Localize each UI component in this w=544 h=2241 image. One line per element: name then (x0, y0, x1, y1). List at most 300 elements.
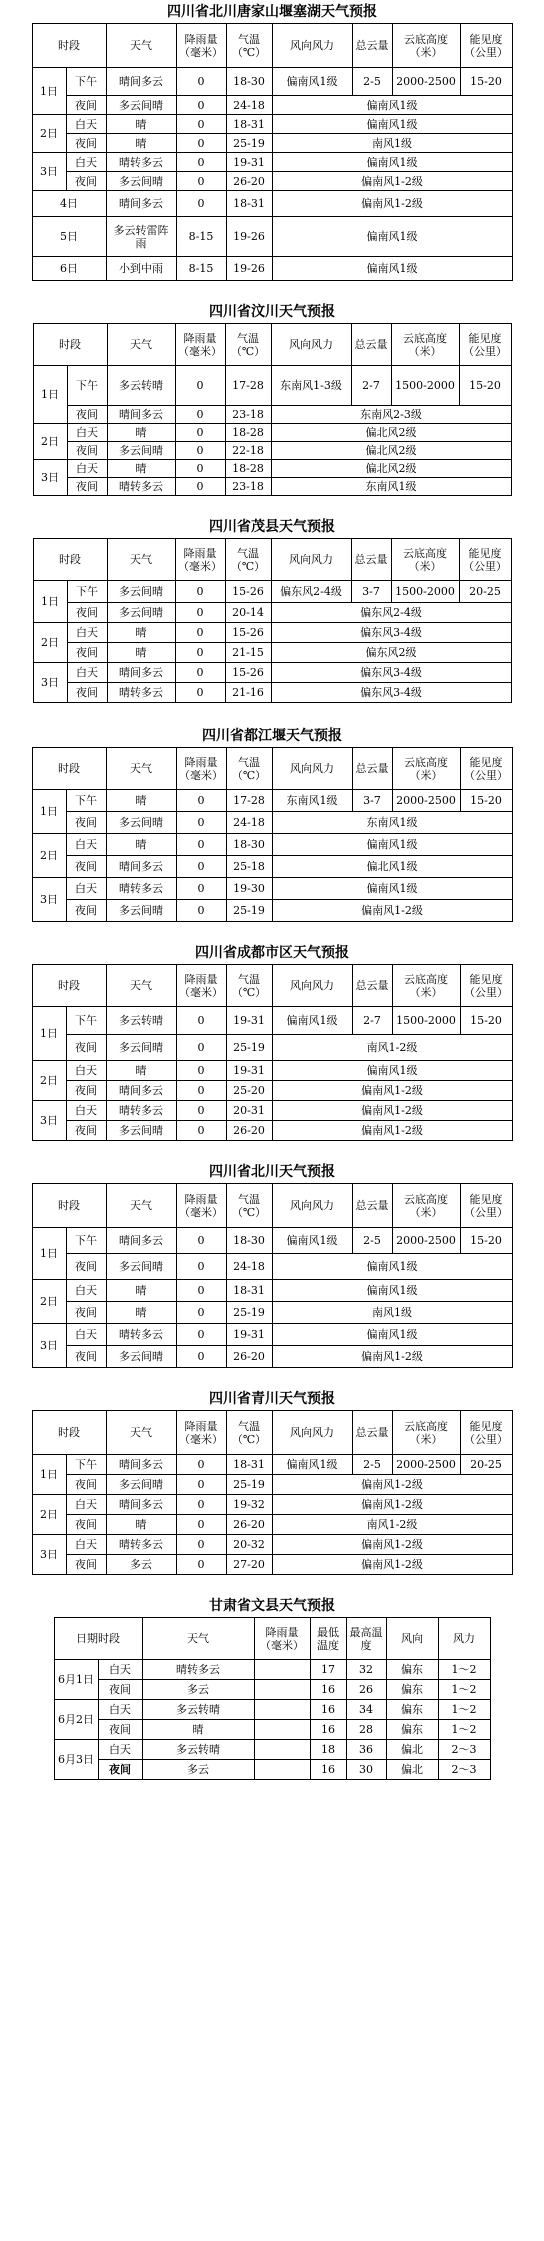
temp-cell: 19-30 (226, 878, 272, 900)
rain-cell: 0 (176, 1302, 226, 1324)
wind-cell: 偏北风1级 (272, 856, 512, 878)
table-row (32, 812, 512, 834)
cloud-cell: 2-7 (352, 1007, 392, 1035)
weather-cell: 多云 (142, 1760, 254, 1780)
table-row (33, 663, 511, 683)
header-row (32, 1184, 512, 1228)
weather-cell: 晴 (106, 1280, 176, 1302)
wind-cell: 偏南风1级 (272, 68, 352, 96)
day-cell: 2日 (33, 623, 67, 663)
cloud-height-cell: 2000-2500 (392, 1455, 460, 1475)
column-header: 能见度（公里） (460, 965, 512, 1007)
rain-cell: 0 (176, 1555, 226, 1575)
column-header: 时段 (33, 539, 107, 581)
table-row (33, 406, 511, 424)
forecast-section (0, 518, 544, 703)
day-cell: 6月1日 (54, 1660, 98, 1700)
temp-cell: 19-31 (226, 153, 272, 172)
temp-cell: 25-19 (226, 1475, 272, 1495)
wind-force-cell: 2～3 (438, 1760, 490, 1780)
column-header: 降雨量（毫米） (175, 539, 225, 581)
table-row (33, 366, 511, 406)
weather-cell: 晴间多云 (107, 663, 175, 683)
weather-cell: 多云转晴 (106, 1007, 176, 1035)
section-title: 四川省茂县天气预报 (209, 519, 335, 535)
forecast-section-gansu (0, 1597, 544, 1780)
wind-direction-cell: 偏东 (386, 1720, 438, 1740)
period-cell: 白天 (66, 1535, 106, 1555)
column-header: 云底高度（米） (392, 1411, 460, 1455)
period-cell: 夜间 (66, 1121, 106, 1141)
visibility-cell: 15-20 (460, 1007, 512, 1035)
period-cell: 下午 (66, 1228, 106, 1254)
section-title: 四川省都江堰天气预报 (202, 728, 342, 744)
visibility-cell: 20-25 (459, 581, 511, 603)
cloud-height-cell: 2000-2500 (392, 1228, 460, 1254)
wind-cell: 东南风1级 (272, 812, 512, 834)
temp-cell: 17-28 (226, 790, 272, 812)
weather-cell: 晴转多云 (106, 1324, 176, 1346)
column-header: 云底高度（米） (392, 1184, 460, 1228)
column-header: 气温（℃） (226, 24, 272, 68)
table-row (33, 581, 511, 603)
rain-cell: 0 (176, 1121, 226, 1141)
column-header: 云底高度（米） (391, 324, 459, 366)
rain-cell: 0 (176, 812, 226, 834)
table-row (54, 1760, 490, 1780)
wind-cell: 偏北风2级 (271, 424, 511, 442)
period-cell: 白天 (66, 878, 106, 900)
wind-cell: 偏南风1级 (272, 1280, 512, 1302)
wind-cell: 偏南风1级 (272, 1061, 512, 1081)
period-cell: 下午 (66, 1455, 106, 1475)
cloud-cell: 3-7 (351, 581, 391, 603)
rain-cell (254, 1660, 310, 1680)
period-cell: 夜间 (67, 478, 107, 496)
day-cell: 2日 (32, 1061, 66, 1101)
rain-cell: 0 (176, 1495, 226, 1515)
temp-cell: 23-18 (225, 406, 271, 424)
column-header: 时段 (32, 24, 106, 68)
table-row (32, 217, 512, 257)
day-cell: 3日 (33, 460, 67, 496)
period-cell: 夜间 (66, 1254, 106, 1280)
period-cell: 白天 (66, 1280, 106, 1302)
temp-cell: 18-30 (226, 834, 272, 856)
table-row (32, 1007, 512, 1035)
weather-cell: 晴 (106, 834, 176, 856)
temp-cell: 18-30 (226, 1228, 272, 1254)
column-header: 最高温度 (346, 1618, 386, 1660)
wind-cell: 偏南风1级 (272, 1254, 512, 1280)
wind-cell: 偏南风1级 (272, 1455, 352, 1475)
column-header: 风向风力 (272, 748, 352, 790)
wind-cell: 偏南风1级 (272, 217, 512, 257)
temp-cell: 24-18 (226, 812, 272, 834)
section-title: 四川省北川天气预报 (209, 1164, 335, 1180)
period-cell: 下午 (67, 366, 107, 406)
rain-cell: 8-15 (176, 217, 226, 257)
visibility-cell: 20-25 (460, 1455, 512, 1475)
column-header: 时段 (32, 965, 106, 1007)
wind-cell: 偏东风3-4级 (271, 623, 511, 643)
weather-cell: 晴转多云 (106, 153, 176, 172)
column-header: 时段 (32, 1184, 106, 1228)
rain-cell: 0 (175, 366, 225, 406)
column-header: 风向 (386, 1618, 438, 1660)
table-row (32, 191, 512, 217)
table-row (32, 153, 512, 172)
column-header: 风向风力 (271, 324, 351, 366)
weather-cell: 晴间多云 (106, 1228, 176, 1254)
rain-cell: 0 (175, 663, 225, 683)
temp-cell: 18-28 (225, 424, 271, 442)
period-cell: 夜间 (66, 96, 106, 115)
rain-cell: 8-15 (176, 257, 226, 281)
day-cell: 2日 (33, 424, 67, 460)
day-cell: 6日 (32, 257, 106, 281)
forecast-table (32, 1183, 513, 1368)
table-row (33, 478, 511, 496)
column-header: 降雨量（毫米） (176, 748, 226, 790)
temp-cell: 18-31 (226, 115, 272, 134)
column-header: 气温（℃） (226, 1184, 272, 1228)
table-row (33, 442, 511, 460)
weather-cell: 晴间多云 (106, 68, 176, 96)
rain-cell: 0 (176, 900, 226, 922)
day-cell: 1日 (32, 68, 66, 115)
wind-cell: 偏南风1级 (272, 115, 512, 134)
column-header: 降雨量（毫米） (175, 324, 225, 366)
weather-cell: 多云间晴 (107, 581, 175, 603)
day-cell: 1日 (32, 1228, 66, 1280)
forecast-section (0, 1163, 544, 1368)
high-temp-cell: 32 (346, 1660, 386, 1680)
forecast-section (0, 303, 544, 496)
cloud-cell: 2-7 (351, 366, 391, 406)
wind-cell: 偏东风3-4级 (271, 683, 511, 703)
temp-cell: 18-31 (226, 1455, 272, 1475)
day-cell: 4日 (32, 191, 106, 217)
period-cell: 夜间 (66, 1081, 106, 1101)
period-cell: 夜间 (66, 1302, 106, 1324)
rain-cell: 0 (176, 1324, 226, 1346)
column-header: 云底高度（米） (392, 965, 460, 1007)
day-cell: 6月3日 (54, 1740, 98, 1780)
weather-cell: 晴间多云 (106, 1495, 176, 1515)
temp-cell: 25-18 (226, 856, 272, 878)
column-header: 气温（℃） (225, 539, 271, 581)
temp-cell: 25-19 (226, 134, 272, 153)
temp-cell: 24-18 (226, 1254, 272, 1280)
weather-cell: 多云间晴 (106, 1346, 176, 1368)
forecast-section (0, 944, 544, 1141)
cloud-height-cell: 1500-2000 (391, 581, 459, 603)
cloud-cell: 2-5 (352, 1228, 392, 1254)
period-cell: 白天 (98, 1700, 142, 1720)
period-cell: 下午 (66, 790, 106, 812)
wind-cell: 偏南风1级 (272, 257, 512, 281)
cloud-cell: 2-5 (352, 68, 392, 96)
weather-cell: 多云转晴 (107, 366, 175, 406)
wind-cell: 偏南风1-2级 (272, 1535, 512, 1555)
rain-cell: 0 (176, 1228, 226, 1254)
header-row (32, 24, 512, 68)
period-cell: 白天 (98, 1660, 142, 1680)
forecast-table (33, 323, 512, 496)
period-cell: 白天 (66, 1324, 106, 1346)
table-row (32, 1035, 512, 1061)
column-header: 降雨量（毫米） (176, 965, 226, 1007)
column-header: 天气 (107, 539, 175, 581)
table-row (32, 1121, 512, 1141)
table-row (32, 172, 512, 191)
weather-cell: 多云 (106, 1555, 176, 1575)
temp-cell: 17-28 (225, 366, 271, 406)
column-header: 云底高度（米） (392, 748, 460, 790)
period-cell: 夜间 (66, 856, 106, 878)
column-header: 云底高度（米） (392, 24, 460, 68)
period-cell: 夜间 (66, 1515, 106, 1535)
weather-cell: 晴 (106, 790, 176, 812)
temp-cell: 15-26 (225, 663, 271, 683)
temp-cell: 19-31 (226, 1061, 272, 1081)
wind-cell: 偏南风1-2级 (272, 191, 512, 217)
wind-cell: 偏南风1-2级 (272, 1555, 512, 1575)
low-temp-cell: 16 (310, 1720, 346, 1740)
period-cell: 夜间 (67, 683, 107, 703)
temp-cell: 18-30 (226, 68, 272, 96)
wind-cell: 东南风1级 (271, 478, 511, 496)
temp-cell: 25-19 (226, 1035, 272, 1061)
wind-cell: 南风1级 (272, 134, 512, 153)
rain-cell: 0 (176, 1061, 226, 1081)
column-header: 风向风力 (272, 24, 352, 68)
column-header: 天气 (106, 965, 176, 1007)
column-header: 能见度（公里） (460, 24, 512, 68)
low-temp-cell: 16 (310, 1680, 346, 1700)
period-cell: 夜间 (66, 1555, 106, 1575)
table-row (32, 1555, 512, 1575)
weather-cell: 多云间晴 (106, 1475, 176, 1495)
weather-cell: 晴 (106, 1061, 176, 1081)
table-row (32, 1346, 512, 1368)
table-row (32, 1254, 512, 1280)
temp-cell: 27-20 (226, 1555, 272, 1575)
wind-cell: 偏南风1-2级 (272, 1475, 512, 1495)
wind-cell: 偏东风2-4级 (271, 581, 351, 603)
column-header: 风力 (438, 1618, 490, 1660)
wind-direction-cell: 偏北 (386, 1760, 438, 1780)
table-row (54, 1720, 490, 1740)
wind-force-cell: 1～2 (438, 1720, 490, 1740)
forecast-table (32, 1410, 513, 1575)
period-cell: 夜间 (67, 442, 107, 460)
column-header: 云底高度（米） (391, 539, 459, 581)
high-temp-cell: 28 (346, 1720, 386, 1740)
day-cell: 3日 (33, 663, 67, 703)
rain-cell: 0 (176, 1346, 226, 1368)
column-header: 天气 (107, 324, 175, 366)
wind-cell: 偏东风2-4级 (271, 603, 511, 623)
table-row (32, 96, 512, 115)
wind-cell: 偏南风1-2级 (272, 1081, 512, 1101)
weather-cell: 小到中雨 (106, 257, 176, 281)
wind-direction-cell: 偏东 (386, 1700, 438, 1720)
temp-cell: 18-31 (226, 191, 272, 217)
day-cell: 5日 (32, 217, 106, 257)
wind-cell: 偏南风1-2级 (272, 1495, 512, 1515)
wind-direction-cell: 偏东 (386, 1660, 438, 1680)
day-cell: 1日 (32, 790, 66, 834)
temp-cell: 25-19 (226, 1302, 272, 1324)
weather-cell: 多云间晴 (106, 900, 176, 922)
cloud-height-cell: 1500-2000 (391, 366, 459, 406)
cloud-height-cell: 2000-2500 (392, 790, 460, 812)
table-row (32, 878, 512, 900)
temp-cell: 19-26 (226, 257, 272, 281)
temp-cell: 15-26 (225, 623, 271, 643)
column-header: 天气 (142, 1618, 254, 1660)
table-row (54, 1740, 490, 1760)
rain-cell: 0 (176, 1535, 226, 1555)
low-temp-cell: 17 (310, 1660, 346, 1680)
rain-cell: 0 (176, 134, 226, 153)
wind-cell: 东南风1级 (272, 790, 352, 812)
column-header: 能见度（公里） (459, 539, 511, 581)
rain-cell: 0 (175, 581, 225, 603)
column-header: 天气 (106, 1184, 176, 1228)
day-cell: 3日 (32, 1324, 66, 1368)
weather-cell: 多云间晴 (106, 812, 176, 834)
table-row (54, 1660, 490, 1680)
period-cell: 夜间 (66, 1475, 106, 1495)
table-row (32, 1302, 512, 1324)
temp-cell: 20-32 (226, 1535, 272, 1555)
day-cell: 3日 (32, 1101, 66, 1141)
column-header: 风向风力 (272, 1411, 352, 1455)
weather-cell: 晴 (107, 424, 175, 442)
column-header: 总云量 (352, 748, 392, 790)
visibility-cell: 15-20 (460, 1228, 512, 1254)
period-cell: 夜间 (67, 406, 107, 424)
high-temp-cell: 36 (346, 1740, 386, 1760)
column-header: 时段 (32, 748, 106, 790)
weather-cell: 多云间晴 (107, 442, 175, 460)
temp-cell: 22-18 (225, 442, 271, 460)
period-cell: 白天 (66, 834, 106, 856)
rain-cell: 0 (176, 172, 226, 191)
weather-cell: 晴 (106, 1515, 176, 1535)
header-row (54, 1618, 490, 1660)
column-header: 风向风力 (272, 1184, 352, 1228)
wind-force-cell: 1～2 (438, 1700, 490, 1720)
day-cell: 6月2日 (54, 1700, 98, 1740)
column-header: 能见度（公里） (460, 748, 512, 790)
rain-cell (254, 1760, 310, 1780)
column-header: 能见度（公里） (460, 1411, 512, 1455)
wind-cell: 偏南风1-2级 (272, 900, 512, 922)
weather-cell: 晴 (107, 643, 175, 663)
forecast-table (54, 1617, 491, 1780)
day-cell: 3日 (32, 878, 66, 922)
forecast-section (0, 3, 544, 281)
table-row (32, 1101, 512, 1121)
wind-direction-cell: 偏北 (386, 1740, 438, 1760)
weather-cell: 晴间多云 (106, 856, 176, 878)
day-cell: 2日 (32, 1495, 66, 1535)
section-title: 四川省汶川天气预报 (209, 304, 335, 320)
temp-cell: 26-20 (226, 172, 272, 191)
column-header: 总云量 (352, 965, 392, 1007)
table-row (54, 1680, 490, 1700)
day-cell: 1日 (33, 366, 67, 424)
rain-cell: 0 (176, 115, 226, 134)
table-row (32, 257, 512, 281)
visibility-cell: 15-20 (460, 790, 512, 812)
visibility-cell: 15-20 (460, 68, 512, 96)
period-cell: 白天 (66, 115, 106, 134)
weather-cell: 多云转晴 (142, 1700, 254, 1720)
period-cell: 白天 (67, 663, 107, 683)
weather-cell: 多云间晴 (106, 1121, 176, 1141)
weather-cell: 多云间晴 (107, 603, 175, 623)
weather-cell: 晴 (106, 115, 176, 134)
column-header: 降雨量（毫米） (254, 1618, 310, 1660)
section-title: 四川省青川天气预报 (209, 1391, 335, 1407)
day-cell: 3日 (32, 1535, 66, 1575)
column-header: 降雨量（毫米） (176, 24, 226, 68)
wind-cell: 东南风1-3级 (271, 366, 351, 406)
rain-cell: 0 (176, 191, 226, 217)
rain-cell: 0 (176, 1475, 226, 1495)
column-header: 总云量 (352, 1184, 392, 1228)
wind-force-cell: 2～3 (438, 1740, 490, 1760)
period-cell: 夜间 (98, 1720, 142, 1740)
table-row (32, 68, 512, 96)
temp-cell: 20-14 (225, 603, 271, 623)
rain-cell: 0 (176, 834, 226, 856)
period-cell: 白天 (98, 1740, 142, 1760)
wind-cell: 偏南风1级 (272, 1228, 352, 1254)
forecast-section (0, 1390, 544, 1575)
rain-cell: 0 (175, 460, 225, 478)
wind-cell: 南风1-2级 (272, 1035, 512, 1061)
cloud-cell: 2-5 (352, 1455, 392, 1475)
period-cell: 夜间 (98, 1760, 142, 1780)
section-title: 四川省北川唐家山堰塞湖天气预报 (167, 4, 377, 20)
forecast-document (0, 3, 544, 1780)
period-cell: 白天 (67, 623, 107, 643)
table-row (32, 790, 512, 812)
wind-cell: 偏东风3-4级 (271, 663, 511, 683)
header-row (33, 324, 511, 366)
rain-cell: 0 (176, 96, 226, 115)
rain-cell: 0 (175, 683, 225, 703)
table-row (33, 683, 511, 703)
period-cell: 夜间 (66, 1346, 106, 1368)
column-header: 气温（℃） (226, 965, 272, 1007)
table-row (32, 1495, 512, 1515)
column-header: 能见度（公里） (460, 1184, 512, 1228)
column-header: 能见度（公里） (459, 324, 511, 366)
header-row (33, 539, 511, 581)
column-header: 气温（℃） (226, 1411, 272, 1455)
column-header: 时段 (33, 324, 107, 366)
period-cell: 白天 (66, 1495, 106, 1515)
weather-cell: 晴间多云 (107, 406, 175, 424)
period-cell: 夜间 (66, 172, 106, 191)
